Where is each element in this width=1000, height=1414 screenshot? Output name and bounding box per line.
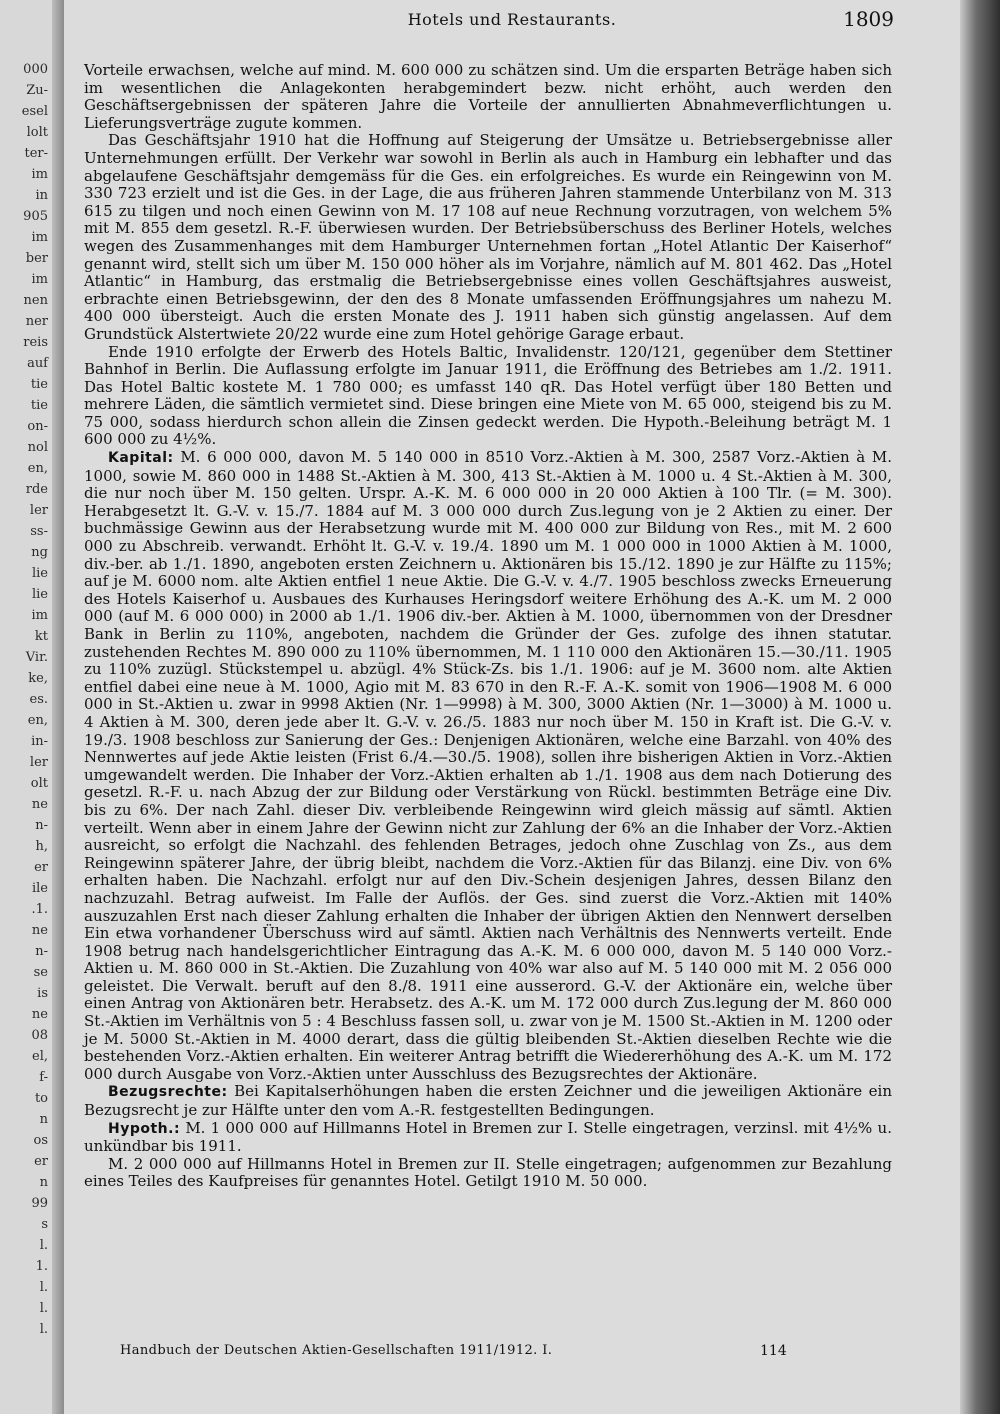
margin-fragment: tie bbox=[30, 377, 48, 392]
margin-fragment: lie bbox=[31, 587, 48, 602]
margin-fragment: ne bbox=[31, 923, 48, 938]
section-text: M. 6 000 000, davon M. 5 140 000 in 8510 Vorz.-Aktien à M. 300, 2587 Vorz.-Aktien à M. 1000, sowie M. 860 000 in 1488 St.-Aktien à M. 300, 413 St.-Aktien à M. 1000 u. 4 St.-Aktien à M. 300, die nur noch über M. 150 gelten. Urspr. A.-K. M. 6 000 000 in 20 000 Aktien à 100 Tlr. (= M. 300). Herabgesetzt lt. G.-V. v. 15./7. 1884 auf M. 3 000 000 durch Zus.legung von je 2 Aktien zu einer. Der buchmässige Gewinn aus der Herabsetzung wurde mit M. 400 000 zur Bildung von Res., mit M. 2 600 000 zu Abschreib. verwandt. Erhöht lt. G.-V. v. 19./4. 1890 um M. 1 000 000 in 1000 Aktien à M. 1000, div.-ber. ab 1./1. 1890, angeboten ersten Zeichnern u. Aktionären bis 15./12. 1890 je zur Hälfte zu 115%; auf je M. 6000 nom. alte Aktien entfiel 1 neue Aktie. Die G.-V. v. 4./7. 1905 beschloss zwecks Erneuerung des Hotels Kaiserhof u. Ausbaues des Kurhauses Heringsdorf weitere Erhöhung des A.-K. um M. 2 000 000 (auf M. 6 000 000) in 2000 ab 1./1. 1906 div.-ber. Aktien à M. 1000, übernommen von der Dresdner Bank in Berlin zu 110%, angeboten, nachdem die Gründer der Ges. zufolge des ihnen statutar. zustehenden Rechtes M. 890 000 zu 110% übernommen, M. 1 110 000 den Aktionären 15.—30./11. 1905 zu 110% zuzügl. Stückstempel u. abzügl. 4% Stück-Zs. bis 1./1. 1906: auf je M. 3600 nom. alte Aktien entfiel dabei eine neue à M. 1000, Agio mit M. 83 670 in den R.-F. A.-K. somit von 1906—1908 M. 6 000 000 in St.-Aktien u. zwar in 9998 Aktien (Nr. 1—9998) à M. 300, 3000 Aktien (Nr. 1—3000) à M. 1000 u. 4 Aktien à M. 300, deren jede aber lt. G.-V. v. 26./5. 1883 nur noch über M. 150 in Kraft ist. Die G.-V. v. 19./3. 1908 beschloss zur Sanierung der Ges.: Denjenigen Aktionären, welche eine Barzahl. von 40% des Nennwertes auf jede Aktie leisten (Frist 6./4.—30./5. 1908), sollen ihre bisherigen Aktien in Vorz.-Aktien umgewandelt werden. Die Inhaber der Vorz.-Aktien erhalten ab 1./1. 1908 aus dem nach Dotierung des gesetzl. R.-F. u. nach Abzug der zur Bildung oder Verstärkung von Rückl. bestimmten Beträge eine Div. bis zu 6%. Der nach Zahl. dieser Div. verbleibende Reingewinn wird gleich mässig auf sämtl. Aktien verteilt. Wenn aber in einem Jahre der Gewinn nicht zur Zahlung der 6% an die Inhaber der Vorz.-Aktien ausreicht, so erfolgt die Nachzahl. des fehlenden Betrages, jedoch ohne Zuschlag von Zs., aus dem Reingewinn späterer Jahre, der übrig bleibt, nachdem die Vorz.-Aktien für das Bilanzj. eine Div. von 6% erhalten haben. Die Nachzahl. erfolgt nur auf den Div.-Schein desjenigen Jahres, dessen Bilanz den nachzuzahl. Betrag aufweist. Im Falle der Auflös. der Ges. sind zuerst die Vorz.-Aktien mit 140% auszuzahlen Erst nach dieser Zahlung erhalten die Inhaber der übrigen Aktien den Nennwert derselben Ein etwa vorhandener Überschuss wird auf sämtl. Aktien nach Verhältnis des Nennwerts verteilt. Ende 1908 betrug nach handelsgerichtlicher Eintragung das A.-K. M. 6 000 000, davon M. 5 140 000 Vorz.-Aktien u. M. 860 000 in St.-Aktien. Die Zuzahlung von 40% war also auf M. 5 140 000 mit M. 2 056 000 geleistet. Die Verwalt. beruft auf den 8./8. 1911 eine ausserord. G.-V. der Aktionäre ein, welche über einen Antrag von Aktionären betr. Herabsetz. des A.-K. um M. 172 000 durch Zus.legung der M. 860 000 St.-Aktien im Verhältnis von 5 : 4 Beschluss fassen soll, u. zwar von je M. 1500 St.-Aktien in M. 1200 oder je M. 5000 St.-Aktien in M. 4000 derart, dass die gültig bleibenden St.-Aktien dieselben Rechte wie die bestehenden Vorz.-Aktien erhalten. Ein weiterer Antrag betrifft die Wiedererhöhung des A.-K. um M. 172 000 durch Ausgabe von Vorz.-Aktien unter Ausschluss des Bezugsrechtes der Aktionäre. bbox=[84, 448, 892, 1083]
margin-fragment: os bbox=[33, 1133, 48, 1148]
margin-fragment: im bbox=[31, 608, 48, 623]
margin-fragment: 99 bbox=[31, 1196, 48, 1211]
margin-fragment: ke, bbox=[28, 671, 48, 686]
margin-fragment: ile bbox=[31, 881, 48, 896]
margin-fragment: s bbox=[41, 1217, 48, 1232]
margin-fragment: reis bbox=[23, 335, 48, 350]
margin-fragment: f- bbox=[39, 1070, 48, 1085]
margin-fragment: l. bbox=[39, 1280, 48, 1295]
book-gutter bbox=[52, 0, 64, 1414]
margin-fragment: on- bbox=[27, 419, 48, 434]
paragraph: Das Geschäftsjahr 1910 hat die Hoffnung auf Steigerung der Umsätze u. Betriebsergebnisse aller Unternehmungen erfüllt. Der Verkehr war sowohl in Berlin als auch in Hamburg ein lebhafter und das abgelaufene Geschäftsjahr demgemäss für die Ges. ein erfolgreiches. Es wurde ein Reingewinn von M. 330 723 erzielt und ist die Ges. in der Lage, die aus früheren Jahren stammende Unterbilanz von M. 313 615 zu tilgen und noch einen Gewinn von M. 17 108 auf neue Rechnung vorzutragen, von welchem 5% mit M. 855 dem gesetzl. R.-F. überwiesen wurden. Der Betriebsüberschuss des Berliner Hotels, welches wegen des Zusammenhanges mit dem Hamburger Unternehmen fortan „Hotel Atlantic Der Kaiserhof“ genannt wird, stellt sich um über M. 150 000 höher als im Vorjahre, nämlich auf M. 801 462. Das „Hotel Atlantic“ in Hamburg, das erstmalig die Betriebsergebnisse eines vollen Geschäftsjahres ausweist, erbrachte einen Betriebsgewinn, der den des 8 Monate umfassenden Eröffnungsjahres um nahezu M. 400 000 übersteigt. Auch die ersten Monate des J. 1911 haben sich günstig angelassen. Auf dem Grundstück Alstertwiete 20/22 wurde eine zum Hotel gehörige Garage erbaut. bbox=[84, 131, 892, 343]
document-page bbox=[64, 0, 960, 1414]
margin-fragment: l. bbox=[39, 1238, 48, 1253]
page-number: 1809 bbox=[843, 7, 894, 31]
margin-fragment: im bbox=[31, 272, 48, 287]
section-label: Bezugsrechte: bbox=[108, 1084, 228, 1101]
section-text: Bei Kapitalserhöhungen haben die ersten Zeichner und die jeweiligen Aktionäre ein Bezugsrecht je zur Hälfte unter den vom A.-R. festgestellten Bedingungen. bbox=[84, 1082, 892, 1120]
margin-fragment: l. bbox=[39, 1322, 48, 1337]
margin-fragment: .1. bbox=[31, 902, 48, 917]
paragraph: Ende 1910 erfolgte der Erwerb des Hotels Baltic, Invalidenstr. 120/121, gegenüber dem Stettiner Bahnhof in Berlin. Die Auflassung erfolgte im Januar 1911, die Eröffnung des Betriebes am 1./2. 1911. Das Hotel Baltic kostete M. 1 780 000; es umfasst 140 qR. Das Hotel verfügt über 180 Betten und mehrere Läden, die sämtlich vermietet sind. Diese bringen eine Miete von M. 65 000, steigend bis zu M. 75 000, sodass hierdurch schon allein die Zinsen gedeckt werden. Die Hypoth.-Beleihung beträgt M. 1 600 000 zu 4½%. bbox=[84, 342, 892, 449]
kapital-section bbox=[84, 449, 892, 1083]
margin-fragment: l. bbox=[39, 1301, 48, 1316]
margin-fragment: ler bbox=[29, 755, 48, 770]
margin-fragment: 905 bbox=[23, 209, 48, 224]
margin-fragment: to bbox=[34, 1091, 48, 1106]
margin-fragment: tie bbox=[30, 398, 48, 413]
margin-fragment: nol bbox=[27, 440, 48, 455]
margin-fragment: is bbox=[37, 986, 48, 1001]
margin-fragment: h, bbox=[35, 839, 48, 854]
margin-fragment: n- bbox=[35, 944, 48, 959]
margin-fragment: ler bbox=[29, 503, 48, 518]
margin-fragment: n bbox=[39, 1175, 48, 1190]
margin-fragment: en, bbox=[27, 713, 48, 728]
margin-fragment: auf bbox=[27, 356, 48, 371]
margin-fragment: in- bbox=[31, 734, 48, 749]
margin-fragment: ter- bbox=[24, 146, 48, 161]
margin-fragment: es. bbox=[29, 692, 48, 707]
margin-fragment: rde bbox=[25, 482, 48, 497]
margin-fragment: kt bbox=[34, 629, 48, 644]
margin-fragment: er bbox=[34, 1154, 48, 1169]
margin-fragment: Zu- bbox=[26, 83, 48, 98]
margin-fragment: ng bbox=[31, 545, 48, 560]
footer-note: Handbuch der Deutschen Aktien-Gesellschaften 1911/1912. I. bbox=[120, 1343, 553, 1358]
margin-fragment: ne bbox=[31, 1007, 48, 1022]
margin-fragment: 08 bbox=[31, 1028, 48, 1043]
margin-fragment: esel bbox=[21, 104, 48, 119]
margin-fragment: in bbox=[35, 188, 48, 203]
page-edge-shadow bbox=[960, 0, 1000, 1414]
page-footer bbox=[120, 1343, 920, 1358]
margin-fragment: n bbox=[39, 1112, 48, 1127]
margin-fragment: olt bbox=[30, 776, 48, 791]
hypothek-section bbox=[84, 1120, 892, 1156]
running-header: Hotels und Restaurants. bbox=[407, 10, 617, 29]
margin-fragment: n- bbox=[35, 818, 48, 833]
margin-fragment: ber bbox=[25, 251, 48, 266]
paragraph: Vorteile erwachsen, welche auf mind. M. 600 000 zu schätzen sind. Um die ersparten Beträge haben sich im wesentlichen die Anlagekonten herabgemindert bezw. nicht erhöht, auch werden den Geschäftsergebnissen der späteren Jahre die Vorteile der annullierten Abnahmeverflichtungen u. Lieferungsverträge zugute kommen. bbox=[84, 61, 892, 132]
margin-fragment: lie bbox=[31, 566, 48, 581]
margin-fragment: 1. bbox=[35, 1259, 48, 1274]
margin-fragment: se bbox=[33, 965, 48, 980]
margin-fragment: er bbox=[34, 860, 48, 875]
signature-mark: 114 bbox=[760, 1343, 787, 1359]
section-text: M. 1 000 000 auf Hillmanns Hotel in Bremen zur I. Stelle eingetragen, verzinsl. mit 4½% u. unkündbar bis 1911. bbox=[84, 1118, 892, 1156]
left-page-margin bbox=[0, 0, 52, 1414]
margin-fragment: Vir. bbox=[25, 650, 48, 665]
margin-fragment: ner bbox=[25, 314, 48, 329]
margin-fragment: im bbox=[31, 167, 48, 182]
margin-fragment: el, bbox=[32, 1049, 48, 1064]
margin-fragment: en, bbox=[27, 461, 48, 476]
page-body bbox=[84, 62, 892, 1191]
margin-fragment: nen bbox=[23, 293, 48, 308]
bezugsrechte-section bbox=[84, 1083, 892, 1119]
margin-fragment: ss- bbox=[30, 524, 48, 539]
margin-fragment: im bbox=[31, 230, 48, 245]
section-label: Kapital: bbox=[108, 450, 174, 467]
paragraph: M. 2 000 000 auf Hillmanns Hotel in Bremen zur II. Stelle eingetragen; aufgenommen zur Bezahlung eines Teiles des Kaufpreises für genanntes Hotel. Getilgt 1910 M. 50 000. bbox=[84, 1154, 892, 1191]
margin-fragment: 000 bbox=[23, 62, 48, 77]
section-label: Hypoth.: bbox=[108, 1120, 181, 1137]
margin-fragment: ne bbox=[31, 797, 48, 812]
margin-fragment: lolt bbox=[26, 125, 48, 140]
